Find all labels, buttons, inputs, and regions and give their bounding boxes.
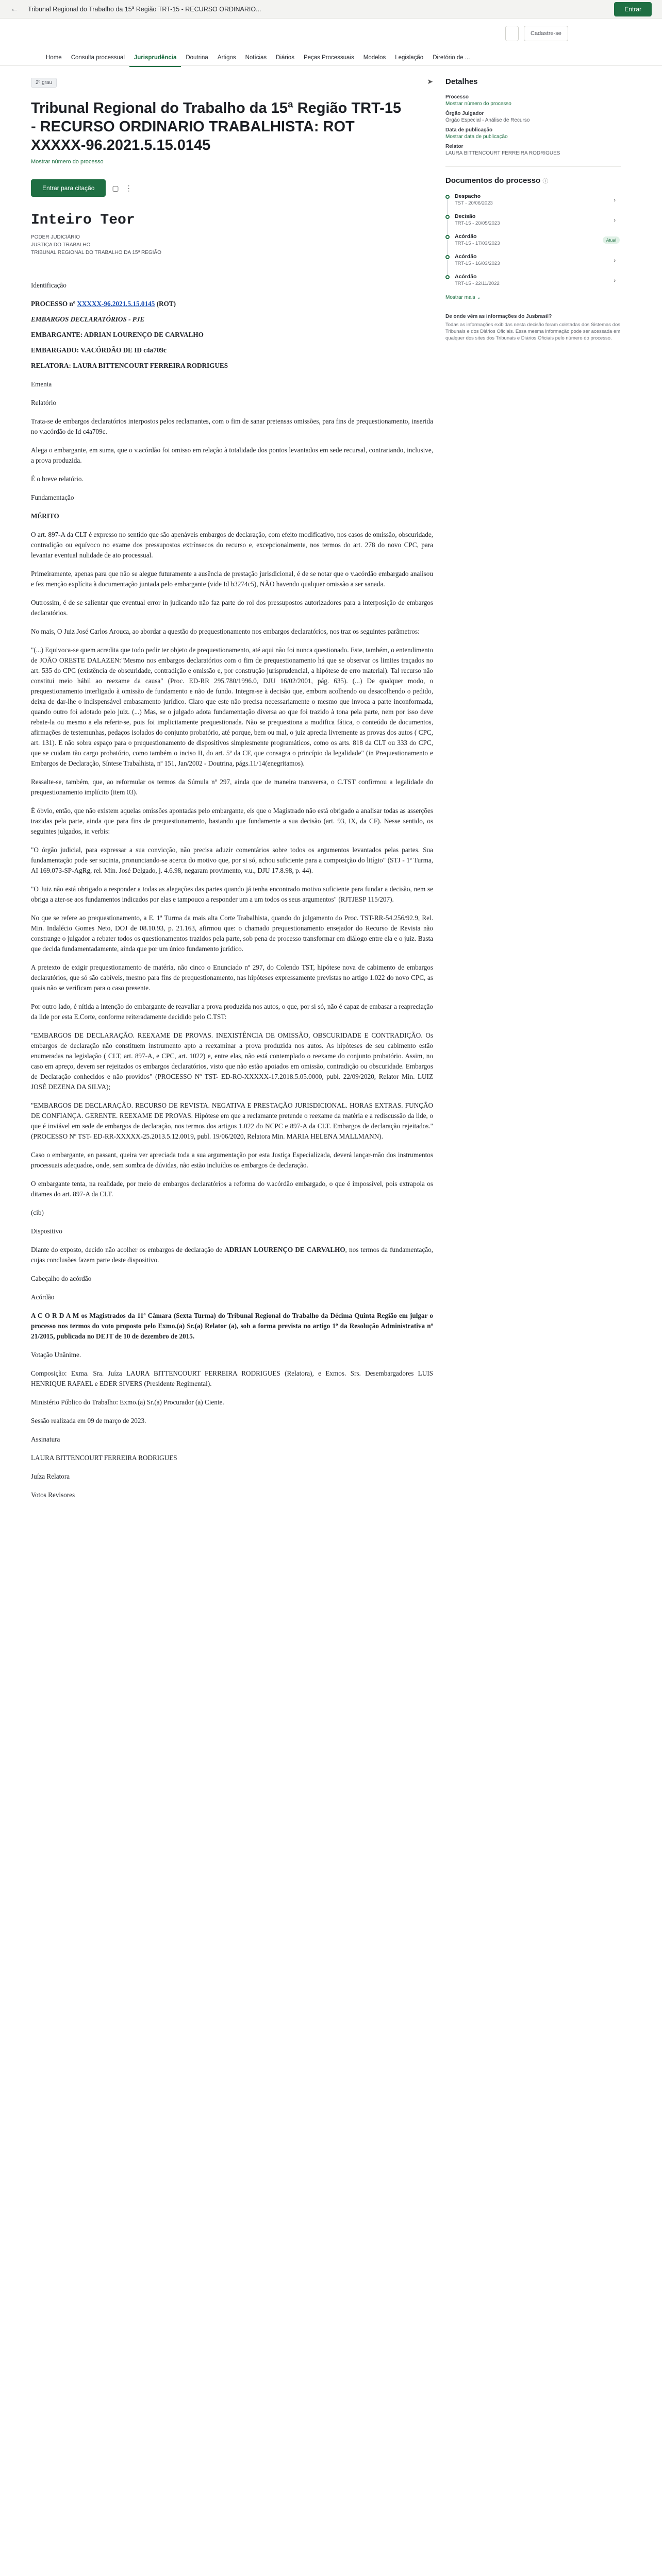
more-options-icon[interactable]: ⋮ [125,183,133,192]
timeline-dot [445,195,450,199]
acordao-paragraph: A C O R D A M os Magistrados da 11ª Câmara (Sexta Turma) do Tribunal Regional do Trabalho da Décima Quinta Região em julgar o processo nos termos do voto proposto pelo Exmo.(a) Sr.(a) Relator (a), sob a forma prevista no artigo 1º da Resolução Administrativa nº 21/2015, publicada no DEJT de 10 de dezembro de 2015. [31,1312,433,1340]
paragraph: Trata-se de embargos declaratórios interpostos pelos reclamantes, com o fim de sanar pretensas omissões, para fins de prequestionamento, inserida no v.acórdão de Id c4a709c. [31,417,433,435]
nav-tab[interactable]: Consulta processual [71,55,125,61]
orgao-value: Órgão Especial - Análise de Recurso [445,117,530,123]
timeline-dot [445,215,450,219]
main-content [31,77,433,1509]
show-pub-date-link[interactable]: Mostrar data de publicação [445,134,508,140]
votacao-line: Votação Unânime. [31,1351,81,1359]
relator-value: LAURA BITTENCOURT FERREIRA RODRIGUES [445,150,560,156]
section-acordao: Acórdão [31,1293,55,1301]
process-docs-heading: Documentos do processo ⓘ [445,176,549,185]
signer-role: Juíza Relatora [31,1472,70,1480]
timeline-item[interactable]: Acórdão TRT-15 - 22/11/2022 › [445,274,621,294]
process-label: Processo [445,94,469,100]
chevron-right-icon: › [614,217,616,224]
relatora-line: RELATORA: LAURA BITTENCOURT FERREIRA RODRIGUES [31,362,228,369]
paragraph: Ressalte-se, também, que, ao reformular os termos da Súmula nº 297, ainda que de maneira transversa, o C.TST confirmou a legalidade do prequestionamento implícito (item 03). [31,778,433,796]
composicao-paragraph: Composição: Exma. Sra. Juíza LAURA BITTENCOURT FERREIRA RODRIGUES (Relatora), e Exmos. Srs. Desembargadores LUIS HENRIQUE RAFAEL e EDER SIVERS (Presidente Regimental). [31,1369,433,1387]
nav-tab[interactable]: Notícias [245,55,267,61]
chevron-right-icon: › [614,258,616,264]
show-process-number-link[interactable]: Mostrar número do processo [31,159,104,165]
section-ementa: Ementa [31,380,52,388]
paragraph: Por outro lado, é nítida a intenção do embargante de reavaliar a prova produzida nos autos, o que, por si só, não é capaz de embasar a reapreciação da lide por esta E.Corte, conforme reiteradamente decidido pelo C.TST: [31,1003,433,1021]
timeline-dot [445,255,450,259]
process-timeline [445,193,621,294]
timeline-item-current[interactable]: Acórdão TRT-15 - 17/03/2023 Atual [445,233,621,253]
paragraph: Primeiramente, apenas para que não se alegue futuramente a ausência de prestação jurisdicional, é de se notar que o v.acórdão embargado analisou e fez menção explícita à documentação juntada pelo embargante (vide Id b3274c5), NÃO havendo qualquer omissão a ser sanada. [31,570,433,588]
court-header-line: PODER JUDICIÁRIO [31,234,80,240]
nav-tab[interactable]: Modelos [363,55,386,61]
court-header-line: JUSTIÇA DO TRABALHO [31,242,91,248]
nav-tab[interactable]: Artigos [217,55,236,61]
details-heading: Detalhes [445,77,478,86]
bookmark-icon[interactable]: ▢ [112,183,119,192]
dispositivo-paragraph: Diante do exposto, decido não acolher os embargos de declaração de ADRIAN LOURENÇO DE CARVALHO, nos termos da fundamentação, cujas conclusões fazem parte deste dispositivo. [31,1246,433,1264]
nav-tab[interactable]: Diários [276,55,294,61]
instance-badge: 2º grau [31,78,57,88]
top-bar [0,0,662,19]
nav-tab[interactable]: Diretório de ... [433,55,470,61]
mp-line: Ministério Público do Trabalho: Exmo.(a) Sr.(a) Procurador (a) Ciente. [31,1398,224,1406]
section-relatorio: Relatório [31,399,57,406]
orgao-label: Órgão Julgador [445,111,484,116]
embargos-line: EMBARGOS DECLARATÓRIOS - PJE [31,315,145,323]
back-arrow-icon[interactable]: ← [10,4,19,13]
paragraph: O art. 897-A da CLT é expresso no sentido que são apenáveis embargos de declaração, com efeito modificativo, nos casos de omissão, obscuridade, contradição ou equívoco no exame dos pressupostos extrínsecos do recurso e, excepcionalmente, nos termos do art. 278 do novo CPC, para levantar eventual nulidade de ato processual. [31,531,433,559]
signer-name: LAURA BITTENCOURT FERREIRA RODRIGUES [31,1454,177,1462]
cite-button[interactable]: Entrar para citação [31,179,106,197]
embargado-line: EMBARGADO: V.ACÓRDÃO DE ID c4a709c [31,346,167,354]
info-box [445,314,621,342]
pub-date-label: Data de publicação [445,127,493,133]
section-dispositivo: Dispositivo [31,1227,62,1235]
section-assinatura: Assinatura [31,1435,60,1443]
top-bar-title: Tribunal Regional do Trabalho da 15ª Região TRT-15 - RECURSO ORDINARIO... [28,5,261,13]
nav-tabs [41,49,474,67]
paragraph: A pretexto de exigir prequestionamento de matéria, não cinco o Enunciado nº 297, do Colendo TST, hipótese nova de cabimento de embargos declaratórios, que só são cabíveis, mesmo para fins de prequestionamento, nas hipóteses expressamente previstas no artigo 1.022 do novo CPC, as quais não se verificam para o caso presente. [31,963,433,992]
nav-actions [505,26,568,41]
paragraph: Caso o embargante, en passant, queira ver apreciada toda a sua argumentação por esta Justiça Especializada, deverá lançar-mão dos instrumentos processuais adequados, onde, sem sombra de dúvidas, não estão incluídos os embargos de declaração. [31,1151,433,1169]
section-cabecalho-acordao: Cabeçalho do acórdão [31,1275,92,1282]
nav-tab[interactable]: Jurisprudência [129,49,181,67]
paragraph: O embargante tenta, na realidade, por meio de embargos declaratórios a reforma do v.acórdão embargado, o que é impossível, pois extrapola os ditames do art. 897-A da CLT. [31,1180,433,1198]
chevron-right-icon: › [614,197,616,204]
embargante-line: EMBARGANTE: ADRIAN LOURENÇO DE CARVALHO [31,331,204,338]
paragraph: No mais, O Juiz José Carlos Arouca, ao abordar a questão do prequestionamento nos embargos declaratórios, nos traz os seguintes parâmetros: [31,628,420,635]
quote-paragraph: "EMBARGOS DE DECLARAÇÃO. RECURSO DE REVISTA. NEGATIVA E PRESTAÇÃO JURISDICIONAL. HORAS EXTRAS. FUNÇÃO DE CONFIANÇA. GERENTE. REEXAME DE PROVAS. Hipótese em que a reclamante pretende o reexame da matéria e a rediscussão da lide, o que é inviável em sede de embargos de declaração, nos termos dos artigos 1.022 do NCPC e 897-A da CLT. Embargos de declaração rejeitados."(PROCESSO Nº TST- ED-RR-XXXXX-25.2013.5.12.0019, publ. 19/06/2020, Relatora Min. MARIA HELENA MALLMANN). [31,1101,433,1140]
paragraph: Outrossim, é de se salientar que eventual error in judicando não faz parte do rol dos pressupostos autorizadores para a interposição de embargos declaratórios. [31,599,433,617]
quote-paragraph: "EMBARGOS DE DECLARAÇÃO. REEXAME DE PROVAS. INEXISTÊNCIA DE OMISSÃO, OBSCURIDADE E CONTRADIÇÃO. Os embargos de declaração não constituem instrumento apto a reexaminar a prova produzida nos autos. As hipóteses de seu cabimento estão enumeradas na legislação ( CLT, art. 897-A, e CPC, art. 1022) e, entre elas, não está contemplado o reexame do conjunto probatório. Assim, no caso em apreço, devem ser rejeitados os embargos declaratórios, visto que não estão apoiados em omissão, contradição ou obscuridade. Embargos de Declaração conhecidos e não providos" (PROCESSO Nº TST- ED-RO-XXXXX-17.2018.5.05.0000, publ. 22/09/2020, Relator Min. LUIZ JOSÉ DEZENA DA SILVA); [31,1031,433,1091]
info-text: Todas as informações exibidas nesta decisão foram coletadas dos Sistemas dos Tribunais e dos Diários Oficiais. Essa mesma informação pode ser acessada em qualquer dos sites dos Tribunais e Diários Oficiais pelo número do processo. [445,322,621,341]
sidebar [445,77,621,342]
info-icon[interactable]: ⓘ [542,178,549,184]
page-title: Tribunal Regional do Trabalho da 15ª Região TRT-15 - RECURSO ORDINARIO TRABALHISTA: ROT XXXXX-96.2021.5.15.0145 [31,100,402,154]
section-fundamentacao: Fundamentação [31,494,74,501]
document-body [31,280,433,1500]
chevron-right-icon: › [614,278,616,284]
process-number-link[interactable]: XXXXX-96.2021.5.15.0145 [77,300,155,308]
title-block [31,77,433,257]
show-more-link[interactable]: Mostrar mais ⌄ [445,295,481,300]
section-votos-revisores: Votos Revisores [31,1491,75,1499]
info-heading: De onde vêm as informações do Jusbrasil? [445,314,552,319]
timeline-item[interactable]: Decisão TRT-15 - 20/05/2023 › [445,213,621,233]
inteiro-teor-heading: Inteiro Teor [31,212,135,228]
court-header [31,233,433,257]
process-number-line: PROCESSO nº XXXXX-96.2021.5.15.0145 (ROT) [31,300,176,308]
paragraph: No que se refere ao prequestionamento, a E. 1ª Turma da mais alta Corte Trabalhista, quando do julgamento do Proc. TST-RR-54.256/92.9, Rel. Min. Indalécio Gomes Neto, DOJ de 08.10.93, p. 21.163, afirmou que: o chamado prequestionamento ensejador do Recurso de Revista não constrange o julgador a rebater todos os questionamentos trazidos pela parte, sob pena de processo transformar em diálogo entre ela e o juiz. Basta que decida fundamentadamente, ainda que por um único fundamento jurídico. [31,914,433,953]
nav-tab[interactable]: Peças Processuais [303,55,354,61]
quote-paragraph: "(...) Equivoca-se quem acredita que todo pedir ter objeto de prequestionamento, até aqui não foi nunca questionado. Este, também, o entendimento de JOÃO ORESTE DALAZEN:"Mesmo nos embargos declaratórios com o fim de prequestionamento há que se observar os limites traçados no art. 535 do CPC (existência de obscuridade, contradição e omissão e, por construção jurisprudencial, a hipótese de erro material). Tal recurso não constitui meio hábil ao reexame da causa" (Proc. ED-RR 295.780/1996.0, DJU 16/02/2001, pág. 635). (...) De qualquer modo, o prequestionamento interligado à omissão de fundamento e não de fundo. Integra-se à decisão que, embora acolhendo ou desacolhendo o pedido, deixa de dar-lhe o indispensável embasamento jurídico. Claro que este não precisa necessariamente o mesmo que invoca a parte inconformada, quando outro foi adotado pelo juiz. (...) Mas, se o julgado adota fundamentação diversa ao que foi trazido à tona pela parte, nem por isso deve rebate-la ou mesmo a ela referir-se, pois foi implicitamente prequestionada. Não se prequestiona a modifica fática, o conteúdo de documentos, afirmações de testemunhas, pedaços isolados do conjunto probatório, até porque, bem ou mal, o juiz aprecia livremente as provas dos autos ( CPC, art. 131). E não sobra espaço para o prequestionamento de dispositivos simplesmente programáticos, como os arts. 818 da CLT ou 333 do CPC, que se cuidam tão cargo probatório, como também o inciso II, do art. 5º da CF, que consagra o princípio da legalidade" (in Prequestionamento e Embargos de Declaração, Síntese Trabalhista, nº 151, Jan/2002 - Doutrina, págs.11/14(enegritamos). [31,646,433,767]
initials: (cib) [31,1209,44,1216]
divider [445,166,621,167]
nav-tab[interactable]: Legislação [395,55,424,61]
quote-paragraph: "O Juiz não está obrigado a responder a todas as alegações das partes quando já tenha encontrado motivo suficiente para fundar a decisão, nem se obriga a ater-se aos fundamentos indicados por elas e tampouco a responder um a um todos os seus argumentos" (RJTJESP 115/207). [31,885,433,903]
share-icon[interactable]: ➤ [427,77,433,86]
current-badge: Atual [603,236,620,244]
section-identificacao: Identificação [31,281,67,289]
nav-action-1[interactable] [505,26,519,41]
share-icons [427,77,433,86]
timeline-item[interactable]: Acórdão TRT-15 - 16/03/2023 › [445,253,621,274]
chevron-down-icon: ⌄ [476,295,481,300]
site-navigation [0,19,662,66]
nav-tab[interactable]: Home [46,55,62,61]
timeline-dot [445,235,450,239]
timeline-item[interactable]: Despacho TST - 20/06/2023 › [445,193,621,213]
quote-paragraph: "O órgão judicial, para expressar a sua convicção, não precisa aduzir comentários sobre todos os argumentos levantados pelas partes. Sua fundamentação pode ser sucinta, pronunciando-se acerca do motivo que, por si só, achou suficiente para a composição do litígio" (STJ - 1ª Turma, AI 169.073-SP-AgRg, rel. Min. José Delgado, j. 4.6.98, negaram provimento, v.u., DJU 17.8.98, p. 44). [31,846,433,874]
relator-label: Relator [445,144,464,149]
register-button[interactable]: Cadastre-se [524,26,568,41]
section-merito: MÉRITO [31,512,59,520]
sessao-line: Sessão realizada em 09 de março de 2023. [31,1417,146,1425]
nav-tab[interactable]: Doutrina [186,55,208,61]
paragraph: É óbvio, então, que não existem aquelas omissões apontadas pelo embargante, eis que o Magistrado não está obrigado a analisar todas as asserções trazidas pela parte, ainda que para fins de prequestionamento, bastando que fundamente a sua decisão (art. 93, IX, da CF). Nesse sentido, os seguintes julgados, in verbis: [31,807,433,835]
court-header-line: TRIBUNAL REGIONAL DO TRABALHO DA 15ª REGIÃO [31,250,161,256]
paragraph: Alega o embargante, em suma, que o v.acórdão foi omisso em relação à totalidade dos pontos levantados em sede recursal, contrariando, inclusive, a prova produzida. [31,446,433,464]
show-process-link[interactable]: Mostrar número do processo [445,101,511,107]
sign-in-button[interactable]: Entrar [614,2,652,16]
cta-row [31,179,433,197]
timeline-dot [445,275,450,279]
paragraph: É o breve relatório. [31,475,84,483]
